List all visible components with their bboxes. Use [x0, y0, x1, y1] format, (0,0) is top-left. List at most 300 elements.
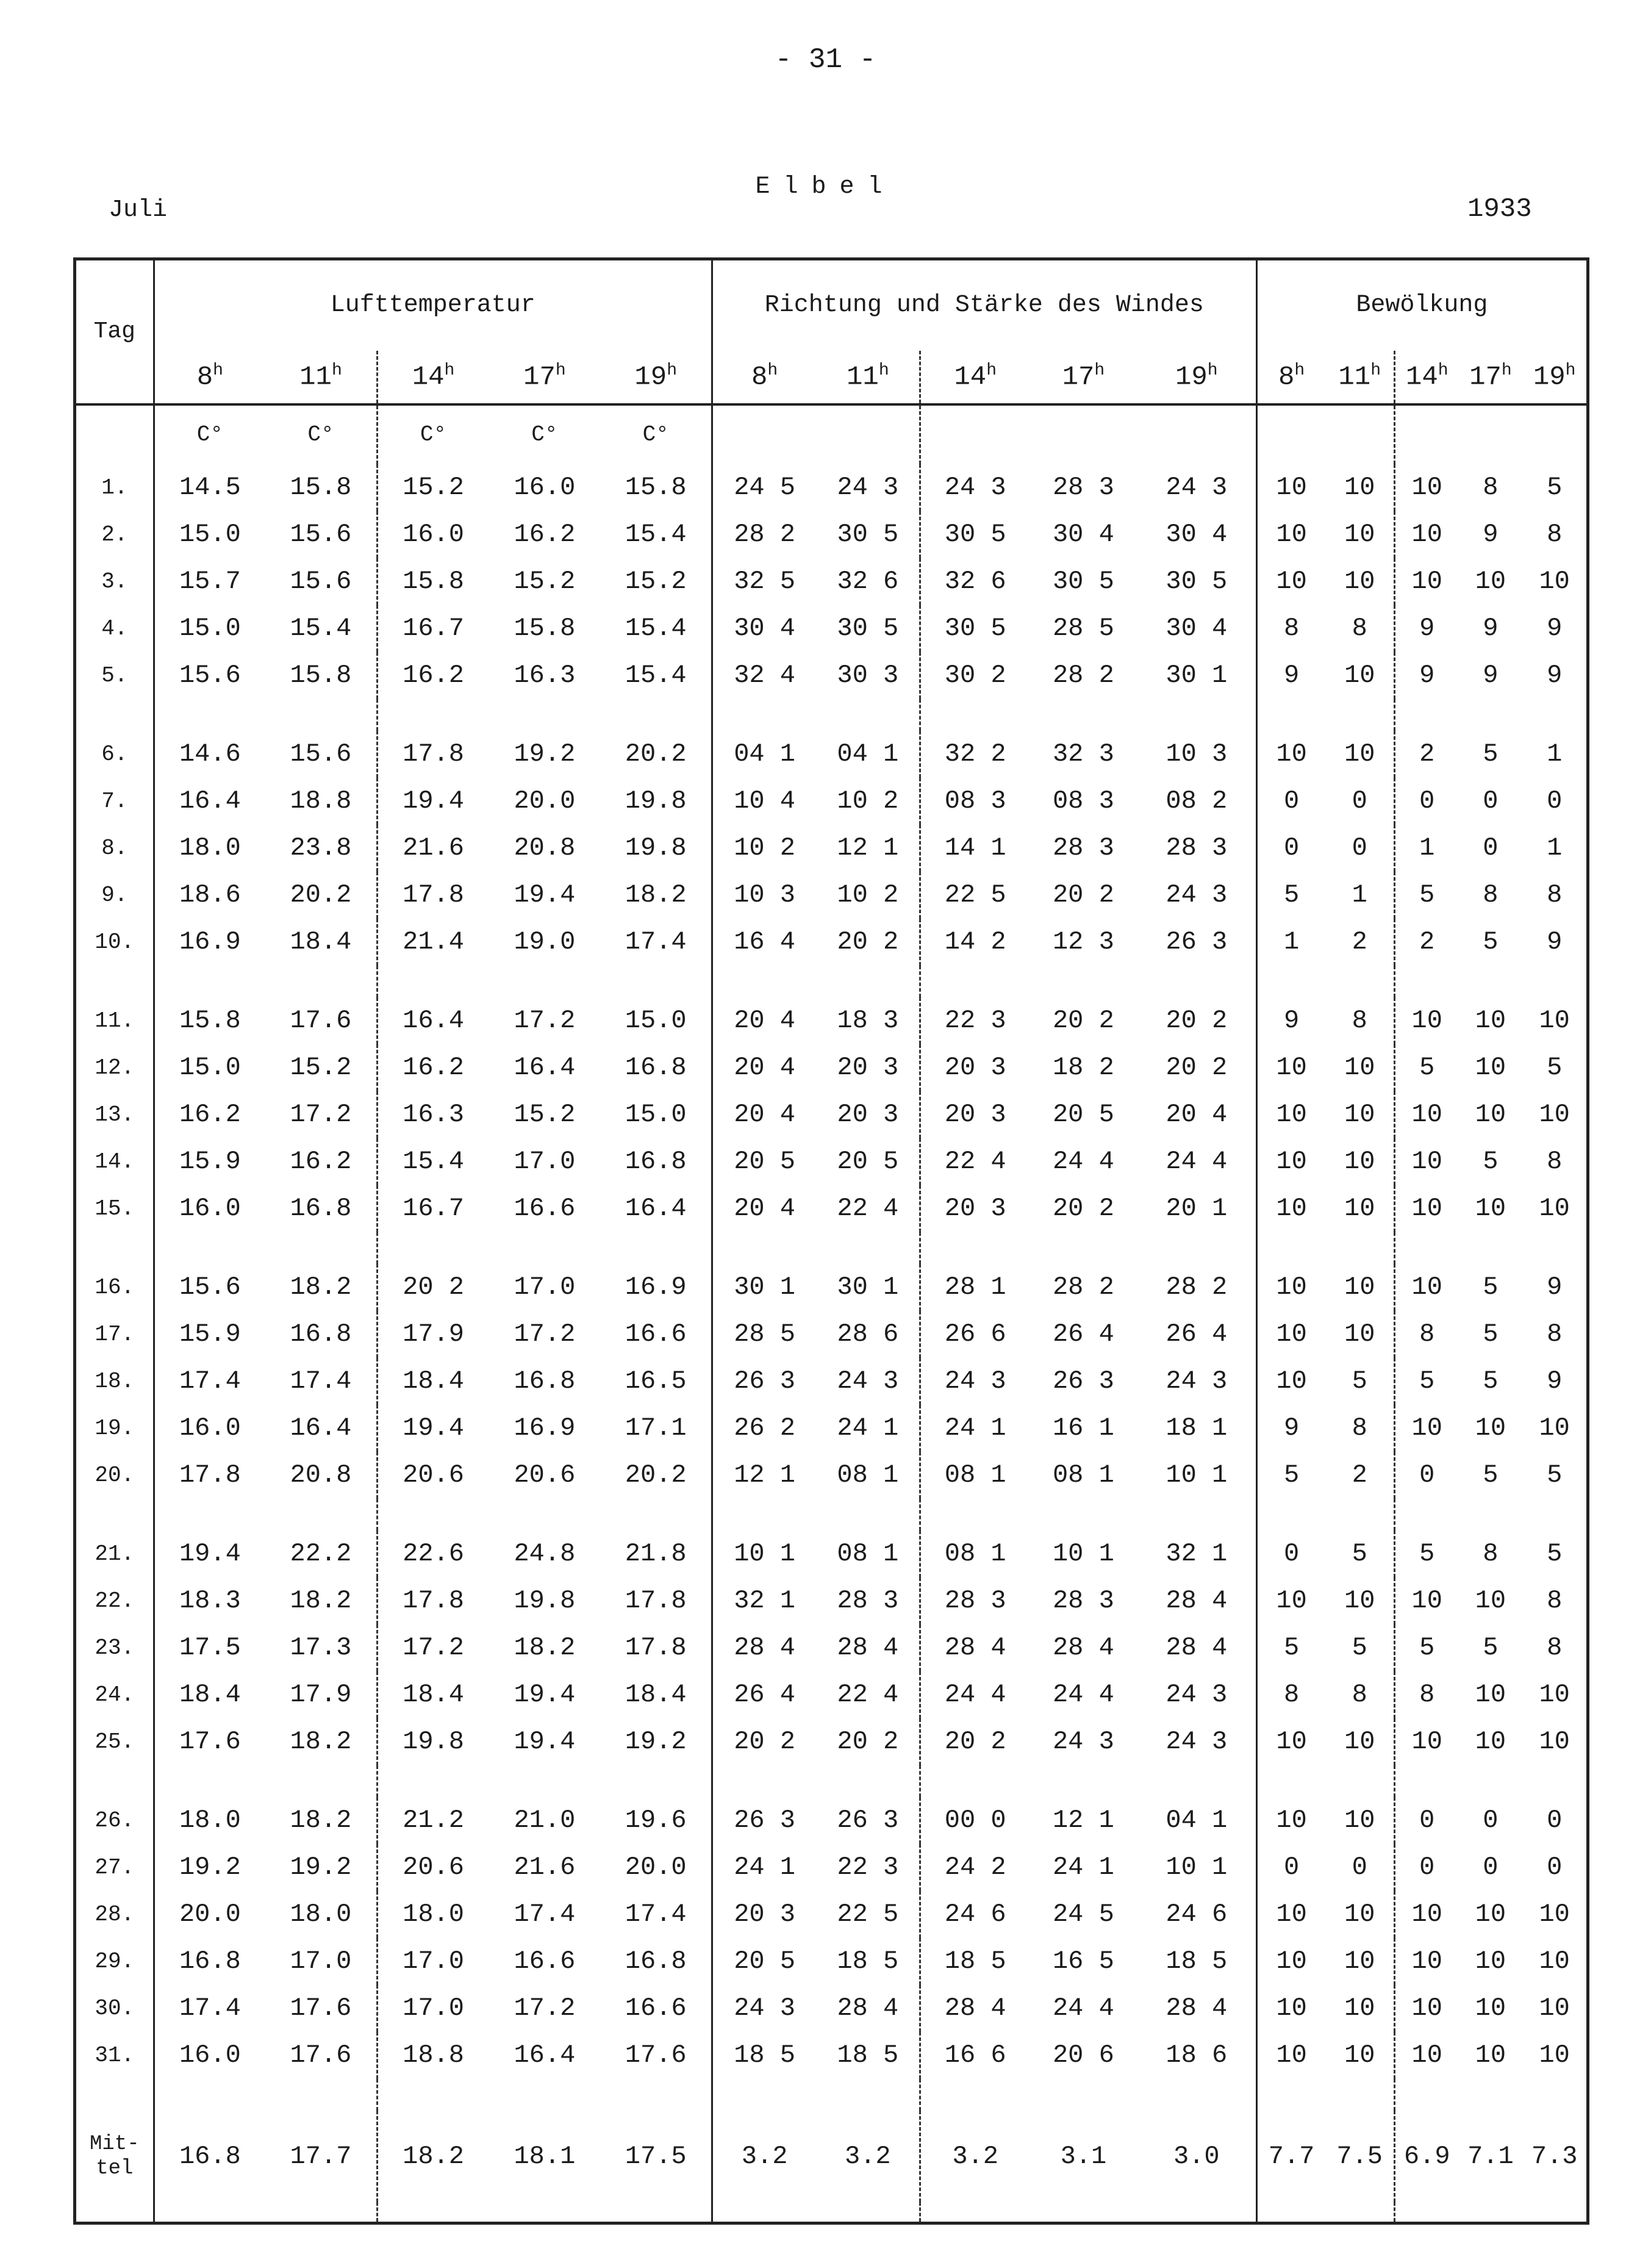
cloud-cell-empty	[1458, 966, 1522, 997]
temp-cell: 19.2	[290, 1853, 352, 1882]
wind-cell: 24 6	[920, 1891, 1030, 1938]
cloud-cell: 9	[1522, 1264, 1588, 1311]
wind-cell: 24 2	[920, 1844, 1030, 1891]
cloud-cell: 2	[1352, 927, 1367, 956]
cloud-cell: 0	[1483, 1806, 1499, 1835]
temp-cell: 17.9	[377, 1311, 489, 1358]
hour-header-cloud-14: 14$^h$	[1395, 351, 1459, 404]
wind-cell: 18 2	[1052, 1053, 1114, 1082]
tag-cell	[75, 1499, 154, 1531]
bottom-cell	[1522, 2202, 1588, 2223]
wind-cell: 30 4	[1166, 614, 1228, 643]
wind-cell: 24 3	[837, 1366, 899, 1396]
cloud-cell: 5	[1256, 872, 1325, 919]
cloud-cell: 10	[1475, 1727, 1506, 1756]
mean-label	[75, 2111, 154, 2202]
wind-cell: 00 0	[920, 1797, 1030, 1844]
wind-cell: 10 2	[837, 786, 899, 816]
cloud-cell: 1	[1256, 919, 1325, 966]
temp-cell: 15.8	[377, 558, 489, 605]
wind-cell: 10 1	[1052, 1539, 1114, 1568]
temp-cell: 15.9	[154, 1311, 265, 1358]
temp-cell-empty	[489, 966, 600, 997]
wind-cell: 30 5	[837, 520, 899, 549]
wind-cell: 24 1	[712, 1844, 816, 1891]
cloud-cell: 0	[1483, 1853, 1499, 1882]
cloud-cell: 5	[1483, 927, 1499, 956]
table-row	[75, 1405, 1588, 1452]
cloud-cell-empty	[1395, 1765, 1459, 1797]
cloud-cell: 10	[1395, 558, 1459, 605]
temp-cell: 16.6	[625, 1319, 687, 1349]
temp-cell: 20.8	[290, 1460, 352, 1490]
temp-cell-empty	[154, 1232, 265, 1264]
day-label: 29.	[75, 1938, 154, 1985]
wind-cell-empty	[712, 2079, 816, 2111]
cloud-cell: 5	[1522, 1452, 1588, 1499]
wind-cell: 10 2	[837, 880, 899, 910]
cloud-cell: 10	[1256, 1138, 1325, 1185]
group-header-wind: Richtung und Stärke des Windes	[712, 259, 1256, 351]
wind-cell: 28 3	[837, 1586, 899, 1615]
wind-cell: 28 3	[1052, 833, 1114, 863]
temp-cell: 14.6	[154, 731, 265, 778]
cloud-cell: 10	[1475, 1194, 1506, 1223]
temp-cell: 15.0	[625, 1100, 687, 1129]
table-row	[75, 1891, 1588, 1938]
cloud-cell: 10	[1344, 1147, 1375, 1176]
temp-cell: 17.3	[290, 1633, 352, 1662]
wind-cell: 20 2	[1052, 880, 1114, 910]
wind-cell: 24 1	[1052, 1853, 1114, 1882]
day-label: 19.	[75, 1405, 154, 1452]
temperature-unit-label: C°	[642, 422, 669, 447]
wind-cell: 32 1	[1166, 1539, 1228, 1568]
cloud-cell-empty	[1256, 699, 1325, 731]
wind-cell: 28 1	[920, 1264, 1030, 1311]
temp-cell: 16.9	[154, 919, 265, 966]
wind-cell: 24 3	[1166, 1727, 1228, 1756]
wind-cell-empty	[1137, 2079, 1256, 2111]
temp-cell: 16.2	[154, 1091, 265, 1138]
temp-cell: 16.4	[514, 1053, 576, 1082]
bottom-cell	[489, 2202, 600, 2223]
bottom-cell	[377, 2202, 489, 2223]
temp-cell: 17.0	[377, 1985, 489, 2032]
cloud-cell: 0	[1395, 1844, 1459, 1891]
table-row	[75, 919, 1588, 966]
temp-cell: 16.2	[377, 1044, 489, 1091]
wind-cell: 20 5	[712, 1938, 816, 1985]
cloud-cell-empty	[1256, 1765, 1325, 1797]
temp-cell: 19.2	[154, 1844, 265, 1891]
temp-cell: 17.2	[514, 1993, 576, 2023]
temperature-unit-label: C°	[154, 404, 265, 464]
cloud-cell: 10	[1256, 558, 1325, 605]
temp-cell: 15.8	[290, 473, 352, 502]
day-label: 6.	[75, 731, 154, 778]
cloud-cell: 9	[1483, 661, 1499, 690]
bottom-cell	[1395, 2202, 1459, 2223]
wind-cell: 30 5	[920, 605, 1030, 652]
cloud-cell: 8	[1522, 1311, 1588, 1358]
wind-cell: 22 4	[837, 1680, 899, 1709]
cloud-cell: 10	[1256, 2032, 1325, 2079]
temp-cell: 16.3	[514, 661, 576, 690]
temp-cell: 18.3	[154, 1577, 265, 1624]
cloud-cell: 10	[1344, 1727, 1375, 1756]
wind-cell-mean: 3.0	[1173, 2141, 1220, 2171]
wind-cell: 28 2	[1052, 661, 1114, 690]
cloud-cell-empty	[1522, 1765, 1588, 1797]
cloud-cell-empty	[1522, 1232, 1588, 1264]
cloud-cell: 10	[1522, 1938, 1588, 1985]
cloud-cell: 10	[1344, 473, 1375, 502]
month-label: Juli	[109, 196, 168, 224]
day-label: 3.	[75, 558, 154, 605]
unit-cell-empty	[1256, 404, 1325, 464]
wind-cell: 20 2	[920, 1718, 1030, 1765]
temp-cell: 19.4	[377, 1405, 489, 1452]
cloud-cell: 8	[1352, 1006, 1367, 1035]
wind-cell: 30 1	[837, 1272, 899, 1302]
temp-cell: 17.6	[625, 2040, 687, 2070]
cloud-cell: 0	[1256, 1531, 1325, 1577]
wind-cell-empty	[920, 2079, 1030, 2111]
cloud-cell: 10	[1256, 1264, 1325, 1311]
cloud-cell: 10	[1475, 1947, 1506, 1976]
wind-cell: 26 3	[1052, 1366, 1114, 1396]
day-label: 17.	[75, 1311, 154, 1358]
temp-cell: 18.0	[377, 1891, 489, 1938]
temp-cell: 17.6	[154, 1718, 265, 1765]
temp-cell: 15.2	[514, 567, 576, 596]
tag-cell	[75, 1765, 154, 1797]
hour-header-cloud-11: 11$^h$	[1325, 351, 1394, 404]
cloud-cell: 1	[1522, 731, 1588, 778]
wind-cell: 24 3	[1166, 1680, 1228, 1709]
day-label: 9.	[75, 872, 154, 919]
cloud-cell-empty	[1395, 1232, 1459, 1264]
wind-cell: 28 4	[712, 1624, 816, 1671]
temp-cell: 16.0	[154, 1405, 265, 1452]
cloud-cell: 5	[1395, 1044, 1459, 1091]
wind-cell-empty	[920, 699, 1030, 731]
wind-cell-empty	[1137, 966, 1256, 997]
cloud-cell: 10	[1475, 1993, 1506, 2023]
wind-cell: 16 6	[920, 2032, 1030, 2079]
wind-cell-mean: 3.2	[712, 2111, 816, 2202]
wind-cell-empty	[1030, 699, 1137, 731]
mean-row	[75, 2111, 1588, 2202]
temp-cell: 19.8	[625, 786, 687, 816]
table-row	[75, 825, 1588, 872]
temp-cell: 24.8	[514, 1539, 576, 1568]
day-label: 13.	[75, 1091, 154, 1138]
wind-cell-empty	[712, 966, 816, 997]
temp-cell: 15.0	[154, 511, 265, 558]
temp-cell: 17.9	[290, 1680, 352, 1709]
cloud-cell: 10	[1395, 1138, 1459, 1185]
wind-cell: 32 6	[837, 567, 899, 596]
wind-cell: 24 4	[1052, 1993, 1114, 2023]
bottom-cell	[600, 2202, 712, 2223]
wind-cell: 12 1	[1052, 1806, 1114, 1835]
cloud-cell: 10	[1256, 1311, 1325, 1358]
cloud-cell-empty	[1458, 1499, 1522, 1531]
temp-cell: 15.4	[290, 614, 352, 643]
cloud-cell-empty	[1458, 699, 1522, 731]
cloud-cell: 10	[1344, 1806, 1375, 1835]
cloud-cell: 10	[1256, 1577, 1325, 1624]
temp-cell: 15.0	[154, 605, 265, 652]
temp-cell: 16.6	[625, 1993, 687, 2023]
wind-cell: 20 5	[1052, 1100, 1114, 1129]
wind-cell: 18 3	[837, 1006, 899, 1035]
unit-cell-empty	[1325, 404, 1394, 464]
cloud-cell: 8	[1483, 1539, 1499, 1568]
unit-cell-empty	[816, 404, 920, 464]
day-label: 8.	[75, 825, 154, 872]
wind-cell: 20 3	[837, 1100, 899, 1129]
wind-cell: 26 6	[920, 1311, 1030, 1358]
wind-cell: 32 4	[712, 652, 816, 699]
temp-cell: 16.0	[154, 2032, 265, 2079]
cloud-cell: 5	[1395, 1531, 1459, 1577]
temp-cell: 20 2	[377, 1264, 489, 1311]
wind-cell: 20 4	[712, 1185, 816, 1232]
wind-cell: 20 3	[712, 1891, 816, 1938]
temp-cell: 21.6	[514, 1853, 576, 1882]
temp-cell-empty	[377, 1499, 489, 1531]
temp-cell: 17.2	[290, 1100, 352, 1129]
wind-cell: 04 1	[1166, 1806, 1228, 1835]
hour-header-wind-8: 8$^h$	[712, 351, 816, 404]
bottom-cell	[265, 2202, 377, 2223]
table-row	[75, 1531, 1588, 1577]
cloud-cell: 5	[1483, 739, 1499, 769]
cloud-cell: 10	[1344, 1993, 1375, 2023]
temp-cell: 15.8	[625, 473, 687, 502]
bottom-cell	[1030, 2202, 1137, 2223]
spacer-row	[75, 699, 1588, 731]
cloud-cell: 5	[1256, 1624, 1325, 1671]
wind-cell: 28 3	[1052, 473, 1114, 502]
wind-cell: 18 5	[712, 2032, 816, 2079]
temp-cell: 20.6	[377, 1452, 489, 1499]
wind-cell: 08 1	[920, 1531, 1030, 1577]
wind-cell-mean: 3.2	[920, 2111, 1030, 2202]
temp-cell: 17.1	[625, 1413, 687, 1443]
wind-cell: 16 1	[1052, 1413, 1114, 1443]
unit-cell-empty	[1030, 404, 1137, 464]
temp-cell: 18.2	[625, 880, 687, 910]
cloud-cell-empty	[1458, 1765, 1522, 1797]
cloud-cell: 10	[1344, 1900, 1375, 1929]
wind-cell: 10 1	[1166, 1460, 1228, 1490]
wind-cell: 20 2	[837, 1727, 899, 1756]
wind-cell: 20 2	[712, 1718, 816, 1765]
temp-cell: 16.8	[625, 1147, 687, 1176]
cloud-cell-empty	[1325, 1232, 1394, 1264]
wind-cell: 20 4	[712, 1044, 816, 1091]
wind-cell: 08 3	[920, 778, 1030, 825]
wind-cell: 30 4	[1166, 520, 1228, 549]
temp-cell-empty	[154, 2079, 265, 2111]
wind-cell-empty	[816, 1499, 920, 1531]
wind-cell: 32 3	[1052, 739, 1114, 769]
wind-cell: 10 3	[712, 872, 816, 919]
unit-cell-empty	[920, 404, 1030, 464]
temp-cell: 17.0	[514, 1147, 576, 1176]
temp-cell: 17.5	[154, 1624, 265, 1671]
cloud-cell: 0	[1522, 1844, 1588, 1891]
temp-cell: 18.4	[290, 927, 352, 956]
wind-cell-empty	[1137, 1232, 1256, 1264]
cloud-cell: 5	[1483, 1319, 1499, 1349]
table-row	[75, 1797, 1588, 1844]
wind-cell: 28 4	[1166, 1586, 1228, 1615]
wind-cell: 08 3	[1052, 786, 1114, 816]
cloud-cell: 5	[1522, 1531, 1588, 1577]
temp-cell: 15.0	[625, 1006, 687, 1035]
temp-cell: 20.0	[154, 1891, 265, 1938]
wind-cell-empty	[816, 1232, 920, 1264]
wind-cell: 28 4	[1166, 1633, 1228, 1662]
cloud-cell: 5	[1256, 1452, 1325, 1499]
wind-cell: 28 3	[1166, 833, 1228, 863]
temp-cell: 19.8	[625, 833, 687, 863]
wind-cell: 22 5	[837, 1900, 899, 1929]
wind-cell-empty	[1030, 1499, 1137, 1531]
wind-cell: 32 1	[712, 1577, 816, 1624]
wind-cell: 10 1	[1166, 1853, 1228, 1882]
temp-cell: 21.8	[625, 1539, 687, 1568]
temp-cell-empty	[265, 699, 377, 731]
wind-cell: 30 1	[712, 1264, 816, 1311]
cloud-cell: 5	[1483, 1272, 1499, 1302]
cloud-cell-empty	[1395, 966, 1459, 997]
hour-header-wind-14: 14$^h$	[920, 351, 1030, 404]
wind-cell: 22 4	[837, 1194, 899, 1223]
cloud-cell: 10	[1475, 1680, 1506, 1709]
temp-cell: 15.6	[154, 652, 265, 699]
cloud-cell: 9	[1522, 652, 1588, 699]
wind-cell-empty	[920, 1499, 1030, 1531]
day-label: 7.	[75, 778, 154, 825]
wind-cell: 04 1	[712, 731, 816, 778]
temp-cell: 18.0	[154, 825, 265, 872]
wind-cell: 20 3	[837, 1053, 899, 1082]
wind-cell: 26 3	[1166, 927, 1228, 956]
cloud-cell: 10	[1256, 1938, 1325, 1985]
wind-cell: 24 3	[1052, 1727, 1114, 1756]
cloud-cell-empty	[1395, 699, 1459, 731]
bottom-cell	[1256, 2202, 1325, 2223]
cloud-cell: 10	[1475, 567, 1506, 596]
table-row	[75, 1985, 1588, 2032]
wind-cell: 08 1	[920, 1452, 1030, 1499]
temp-cell: 16.5	[625, 1366, 687, 1396]
temp-cell: 16.2	[290, 1147, 352, 1176]
cloud-cell: 10	[1522, 1185, 1588, 1232]
temp-cell: 16.6	[514, 1947, 576, 1976]
temp-cell: 16.7	[377, 605, 489, 652]
temp-cell-empty	[265, 1232, 377, 1264]
cloud-cell: 10	[1475, 1586, 1506, 1615]
wind-cell: 24 4	[920, 1671, 1030, 1718]
temp-cell: 18.8	[377, 2032, 489, 2079]
cloud-cell: 10	[1344, 661, 1375, 690]
hour-header-wind-11: 11$^h$	[816, 351, 920, 404]
wind-cell-empty	[1030, 2079, 1137, 2111]
temp-cell: 16.8	[154, 1938, 265, 1985]
temp-cell: 15.4	[625, 520, 687, 549]
table-row	[75, 1138, 1588, 1185]
day-label: 30.	[75, 1985, 154, 2032]
cloud-cell-empty	[1325, 1499, 1394, 1531]
day-label: 22.	[75, 1577, 154, 1624]
bottom-cell	[1137, 2202, 1256, 2223]
temp-cell: 16.4	[290, 1413, 352, 1443]
temp-cell: 15.2	[290, 1053, 352, 1082]
cloud-cell: 10	[1475, 1900, 1506, 1929]
wind-cell: 22 5	[920, 872, 1030, 919]
temp-cell-empty	[600, 699, 712, 731]
cloud-cell: 10	[1256, 511, 1325, 558]
cloud-cell-empty	[1325, 2079, 1394, 2111]
table-row	[75, 872, 1588, 919]
cloud-cell: 10	[1395, 464, 1459, 511]
tag-cell	[75, 699, 154, 731]
wind-cell: 24 1	[837, 1413, 899, 1443]
cloud-cell: 2	[1395, 919, 1459, 966]
day-label: 14.	[75, 1138, 154, 1185]
cloud-cell: 5	[1395, 872, 1459, 919]
wind-cell: 24 4	[1052, 1147, 1114, 1176]
cloud-cell: 2	[1395, 731, 1459, 778]
cloud-cell: 9	[1256, 1405, 1325, 1452]
hour-header-temp-11: 11$^h$	[265, 351, 377, 404]
wind-cell-empty	[1137, 699, 1256, 731]
hour-header-wind-19: 19$^h$	[1137, 351, 1256, 404]
table-row	[75, 1311, 1588, 1358]
cloud-cell: 10	[1344, 1272, 1375, 1302]
temp-cell: 16.0	[377, 511, 489, 558]
table-row	[75, 1358, 1588, 1405]
wind-cell: 28 4	[837, 1993, 899, 2023]
temp-cell: 19.4	[154, 1531, 265, 1577]
cloud-cell-empty	[1522, 966, 1588, 997]
tag-cell	[75, 2202, 154, 2223]
cloud-cell: 5	[1352, 1539, 1367, 1568]
temp-cell-empty	[154, 1499, 265, 1531]
wind-cell: 20 1	[1166, 1194, 1228, 1223]
temp-cell: 18.2	[290, 1727, 352, 1756]
temp-cell-mean: 17.5	[625, 2141, 687, 2171]
cloud-cell: 0	[1522, 778, 1588, 825]
cloud-cell: 8	[1522, 872, 1588, 919]
cloud-cell: 10	[1395, 1718, 1459, 1765]
cloud-cell: 0	[1256, 778, 1325, 825]
cloud-cell: 0	[1395, 1797, 1459, 1844]
unit-cell-empty	[1458, 404, 1522, 464]
wind-cell: 24 1	[920, 1405, 1030, 1452]
cloud-cell: 10	[1395, 1577, 1459, 1624]
cloud-cell-empty	[1325, 1765, 1394, 1797]
cloud-cell-empty	[1458, 1232, 1522, 1264]
temp-cell: 15.4	[625, 661, 687, 690]
